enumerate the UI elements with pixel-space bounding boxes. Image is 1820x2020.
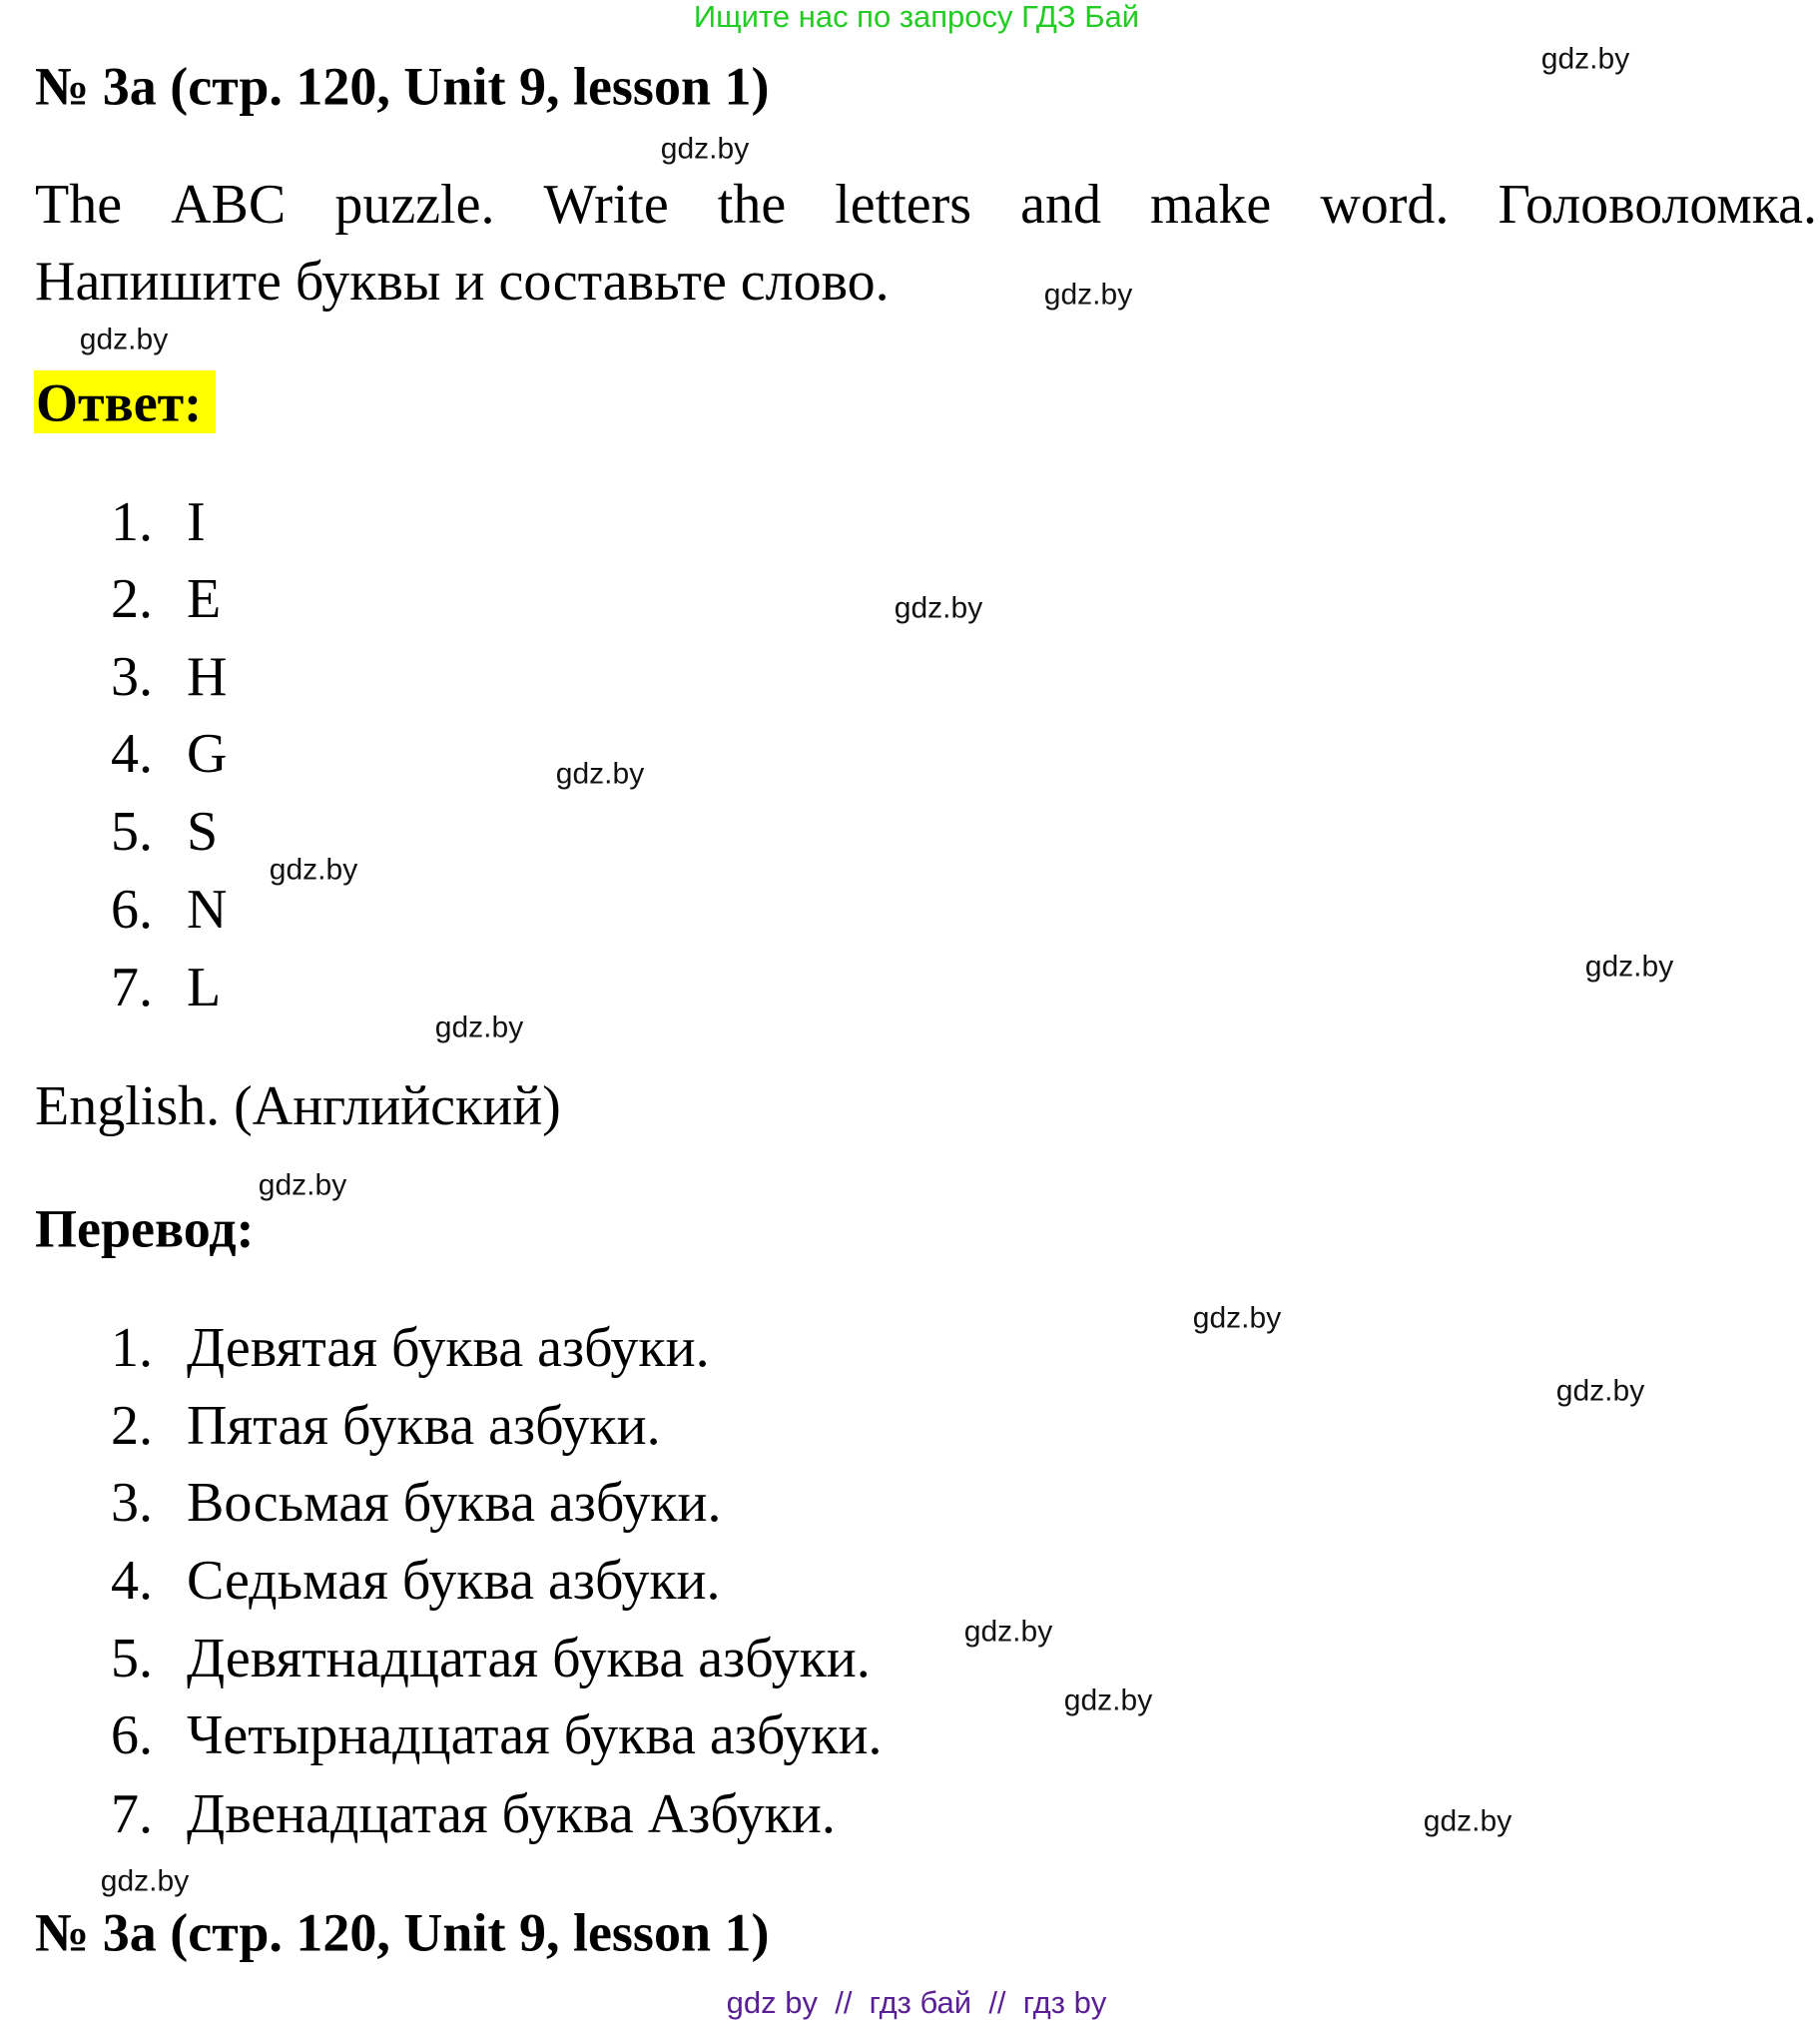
translation-text: Восьмая буква азбуки. bbox=[187, 1472, 722, 1535]
translation-text: Девятнадцатая буква азбуки. bbox=[187, 1628, 871, 1690]
answer-number: 3. bbox=[111, 646, 153, 709]
translation-text: Девятая буква азбуки. bbox=[187, 1317, 710, 1380]
word: and bbox=[1020, 174, 1101, 237]
translation-text: Двенадцатая буква Азбуки. bbox=[187, 1783, 836, 1846]
word: letters bbox=[835, 174, 972, 237]
answer-letter: L bbox=[187, 957, 222, 1019]
footer-links[interactable]: gdz by // гдз бай // гдз by bbox=[726, 1984, 1107, 2020]
task-text-line2: Напишите буквы и составьте слово. bbox=[35, 251, 890, 314]
watermark: gdz.by bbox=[1584, 950, 1674, 984]
answer-number: 4. bbox=[111, 723, 153, 786]
watermark: gdz.by bbox=[100, 1864, 190, 1898]
word: word. bbox=[1320, 174, 1450, 237]
answer-letter: S bbox=[187, 801, 219, 864]
translation-text: Пятая буква азбуки. bbox=[187, 1395, 661, 1458]
watermark: gdz.by bbox=[894, 591, 983, 625]
answer-letter: N bbox=[187, 879, 228, 942]
bottom-title: № 3a (стр. 120, Unit 9, lesson 1) bbox=[35, 1902, 770, 1963]
watermark: gdz.by bbox=[1540, 42, 1630, 76]
watermark: gdz.by bbox=[1555, 1374, 1645, 1408]
translation-number: 7. bbox=[111, 1783, 153, 1846]
translation-number: 3. bbox=[111, 1472, 153, 1535]
watermark: gdz.by bbox=[660, 132, 750, 166]
watermark: gdz.by bbox=[1192, 1301, 1282, 1335]
word: puzzle. bbox=[334, 174, 495, 237]
watermark: gdz.by bbox=[258, 1168, 347, 1202]
answer-number: 7. bbox=[111, 957, 153, 1019]
watermark: gdz.by bbox=[1423, 1804, 1513, 1838]
translation-number: 6. bbox=[111, 1704, 153, 1767]
word: Головоломка. bbox=[1498, 174, 1817, 237]
watermark: gdz.by bbox=[434, 1010, 524, 1044]
translation-heading: Перевод: bbox=[35, 1198, 255, 1259]
search-hint: Ищите нас по запросу ГДЗ Бай bbox=[693, 0, 1140, 34]
word: Write bbox=[543, 174, 669, 237]
watermark: gdz.by bbox=[1063, 1683, 1153, 1717]
translation-number: 1. bbox=[111, 1317, 153, 1380]
watermark: gdz.by bbox=[1043, 278, 1133, 312]
watermark: gdz.by bbox=[963, 1615, 1053, 1649]
answer-number: 6. bbox=[111, 879, 153, 942]
translation-text: Седьмая буква азбуки. bbox=[187, 1550, 721, 1613]
word: make bbox=[1150, 174, 1272, 237]
answer-number: 1. bbox=[111, 491, 153, 554]
answer-letter: E bbox=[187, 568, 222, 631]
watermark: gdz.by bbox=[79, 323, 169, 356]
page-title: № 3a (стр. 120, Unit 9, lesson 1) bbox=[35, 56, 770, 117]
watermark: gdz.by bbox=[269, 853, 358, 887]
translation-number: 5. bbox=[111, 1628, 153, 1690]
translation-number: 4. bbox=[111, 1550, 153, 1613]
watermark: gdz.by bbox=[555, 757, 645, 791]
answer-letter: H bbox=[187, 646, 228, 709]
answer-heading: Ответ: bbox=[36, 372, 203, 433]
word: The bbox=[35, 174, 123, 237]
answer-number: 5. bbox=[111, 801, 153, 864]
translation-text: Четырнадцатая буква азбуки. bbox=[187, 1704, 883, 1767]
translation-number: 2. bbox=[111, 1395, 153, 1458]
answer-letter: G bbox=[187, 723, 228, 786]
answer-letter: I bbox=[187, 491, 206, 554]
task-text-line1 bbox=[35, 175, 1817, 237]
answer-number: 2. bbox=[111, 568, 153, 631]
word: the bbox=[717, 174, 787, 237]
answer-word: English. (Английский) bbox=[35, 1075, 561, 1138]
word: ABC bbox=[171, 174, 287, 237]
